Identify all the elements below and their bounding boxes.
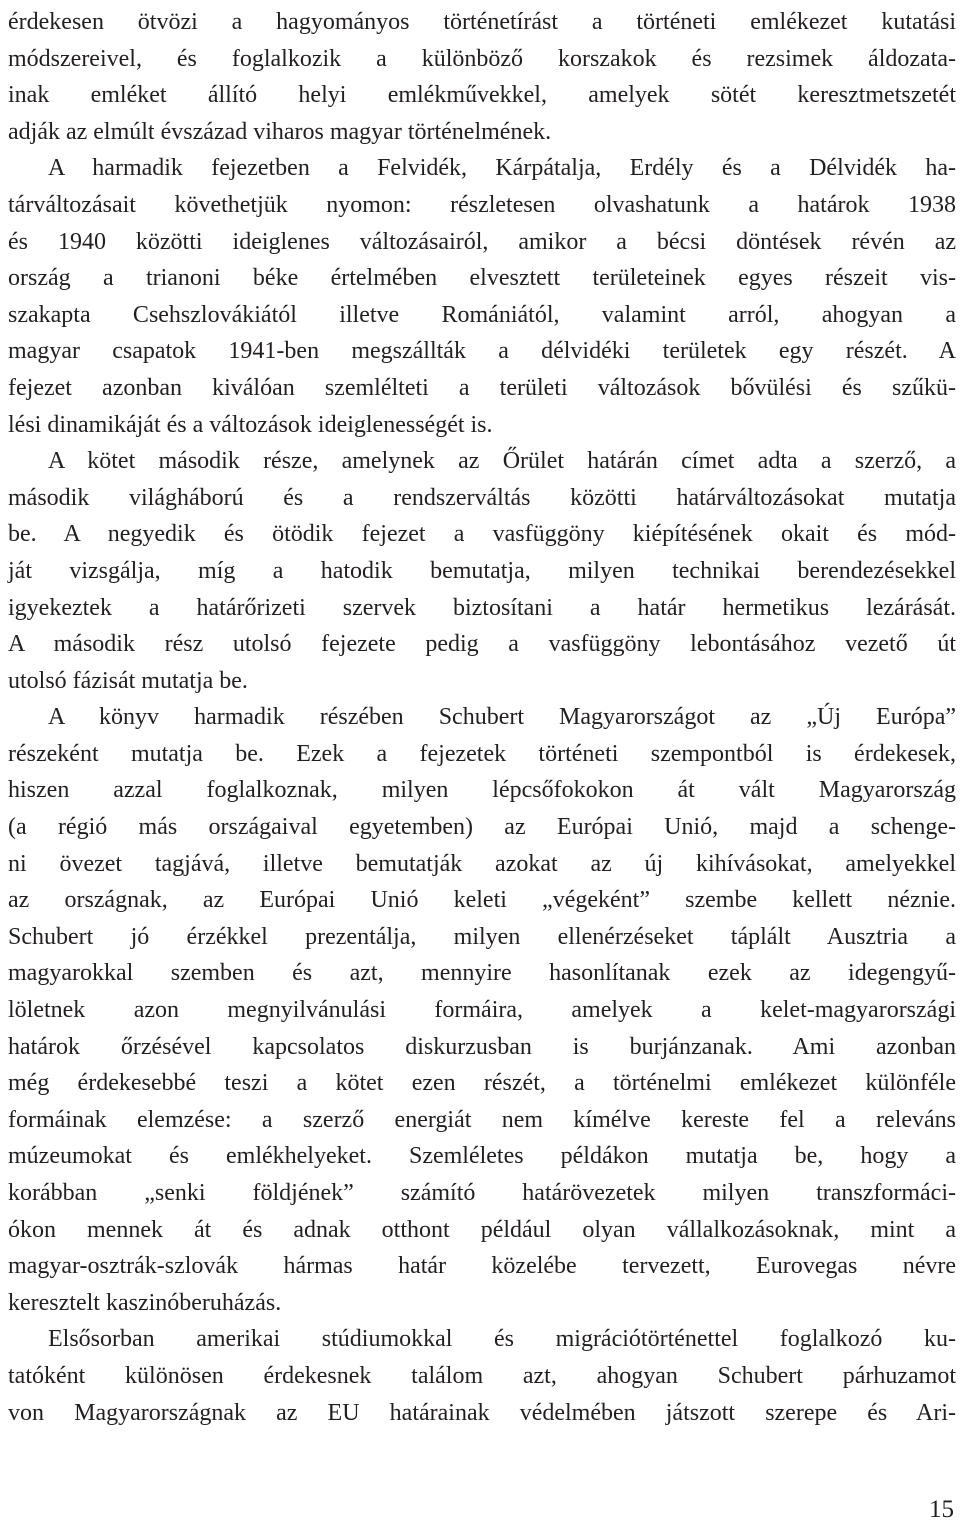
text-line: adják az elmúlt évszázad viharos magyar történelmének. — [8, 118, 552, 145]
text-line: módszereivel, és foglalkozik a különböző korszakok és rezsimek áldozata- — [8, 45, 956, 72]
text-line: és 1940 közötti ideiglenes változásairól, amikor a bécsi döntések révén az — [8, 228, 956, 255]
text-line: az országnak, az Európai Unió keleti „végeként” szembe kellett néznie. — [8, 887, 956, 914]
text-line: részeként mutatja be. Ezek a fejezetek történeti szempontból is érdekesek, — [8, 740, 956, 767]
text-line: határok őrzésével kapcsolatos diskurzusban is burjánzanak. Ami azonban — [8, 1033, 956, 1060]
text-line: (a régió más országaival egyetemben) az Európai Unió, majd a schenge- — [8, 814, 956, 841]
text-line: löletnek azon megnyilvánulási formáira, amelyek a kelet-magyarországi — [8, 997, 956, 1024]
text-line: Elsősorban amerikai stúdiumokkal és migrációtörténettel foglalkozó ku- — [48, 1326, 956, 1353]
body-text — [8, 4, 956, 1431]
text-line: A kötet második része, amelynek az Őrület határán címet adta a szerző, a — [48, 448, 956, 475]
text-line: hiszen azzal foglalkoznak, milyen lépcsőfokokon át vált Magyarország — [8, 777, 956, 804]
text-line: második világháború és a rendszerváltás közötti határváltozásokat mutatja — [8, 484, 956, 511]
text-line: Schubert jó érzékkel prezentálja, milyen ellenérzéseket táplált Ausztria a — [8, 923, 956, 950]
text-line: szakapta Csehszlovákiától illetve Romániától, valamint arról, ahogyan a — [8, 301, 956, 328]
text-line: ország a trianoni béke értelmében elvesztett területeinek egyes részeit vis- — [8, 265, 956, 292]
text-line: korábban „senki földjének” számító határövezetek milyen transzformáci- — [8, 1180, 956, 1206]
text-line: formáinak elemzése: a szerző energiát nem kímélve kereste fel a releváns — [8, 1106, 956, 1133]
text-line: keresztelt kaszinóberuházás. — [8, 1289, 282, 1316]
text-line: tárváltozásait követhetjük nyomon: részletesen olvashatunk a határok 1938 — [8, 191, 956, 218]
text-line: múzeumokat és emlékhelyeket. Szemléletes példákon mutatja be, hogy a — [8, 1143, 956, 1170]
text-line: A második rész utolsó fejezete pedig a vasfüggöny lebontásához vezető út — [8, 631, 956, 658]
text-line: magyarokkal szemben és azt, mennyire hasonlítanak ezek az idegengyű- — [8, 960, 956, 987]
text-line: inak emléket állító helyi emlékművekkel, amelyek sötét keresztmetszetét — [8, 82, 956, 109]
text-line: magyar csapatok 1941-ben megszállták a délvidéki területek egy részét. A — [8, 338, 956, 365]
text-line: lési dinamikáját és a változások ideiglenességét is. — [8, 411, 493, 438]
text-line: még érdekesebbé teszi a kötet ezen részét, a történelmi emlékezet különféle — [8, 1070, 956, 1097]
text-line: ni övezet tagjává, illetve bemutatják azokat az új kihívásokat, amelyekkel — [8, 850, 956, 877]
text-line: fejezet azonban kiválóan szemlélteti a területi változások bővülési és szűkü- — [8, 374, 956, 401]
text-line: A harmadik fejezetben a Felvidék, Kárpátalja, Erdély és a Délvidék ha- — [48, 155, 956, 182]
text-line: magyar-osztrák-szlovák hármas határ közelébe tervezett, Eurovegas névre — [8, 1253, 956, 1280]
text-line: von Magyarországnak az EU határainak védelmében játszott szerepe és Ari- — [8, 1399, 956, 1426]
text-line: ókon mennek át és adnak otthont például olyan vállalkozásoknak, mint a — [8, 1216, 956, 1243]
text-line: utolsó fázisát mutatja be. — [8, 667, 248, 694]
page-number: 15 — [929, 1496, 954, 1523]
text-line: be. A negyedik és ötödik fejezet a vasfüggöny kiépítésének okait és mód- — [8, 521, 956, 548]
text-line: tatóként különösen érdekesnek találom azt, ahogyan Schubert párhuzamot — [8, 1362, 956, 1389]
text-line: ját vizsgálja, míg a hatodik bemutatja, milyen technikai berendezésekkel — [8, 557, 956, 584]
text-line: igyekeztek a határőrizeti szervek biztosítani a határ hermetikus lezárását. — [8, 594, 956, 621]
text-line: érdekesen ötvözi a hagyományos történetírást a történeti emlékezet kutatási — [8, 9, 956, 35]
text-line: A könyv harmadik részében Schubert Magyarországot az „Új Európa” — [48, 704, 956, 731]
